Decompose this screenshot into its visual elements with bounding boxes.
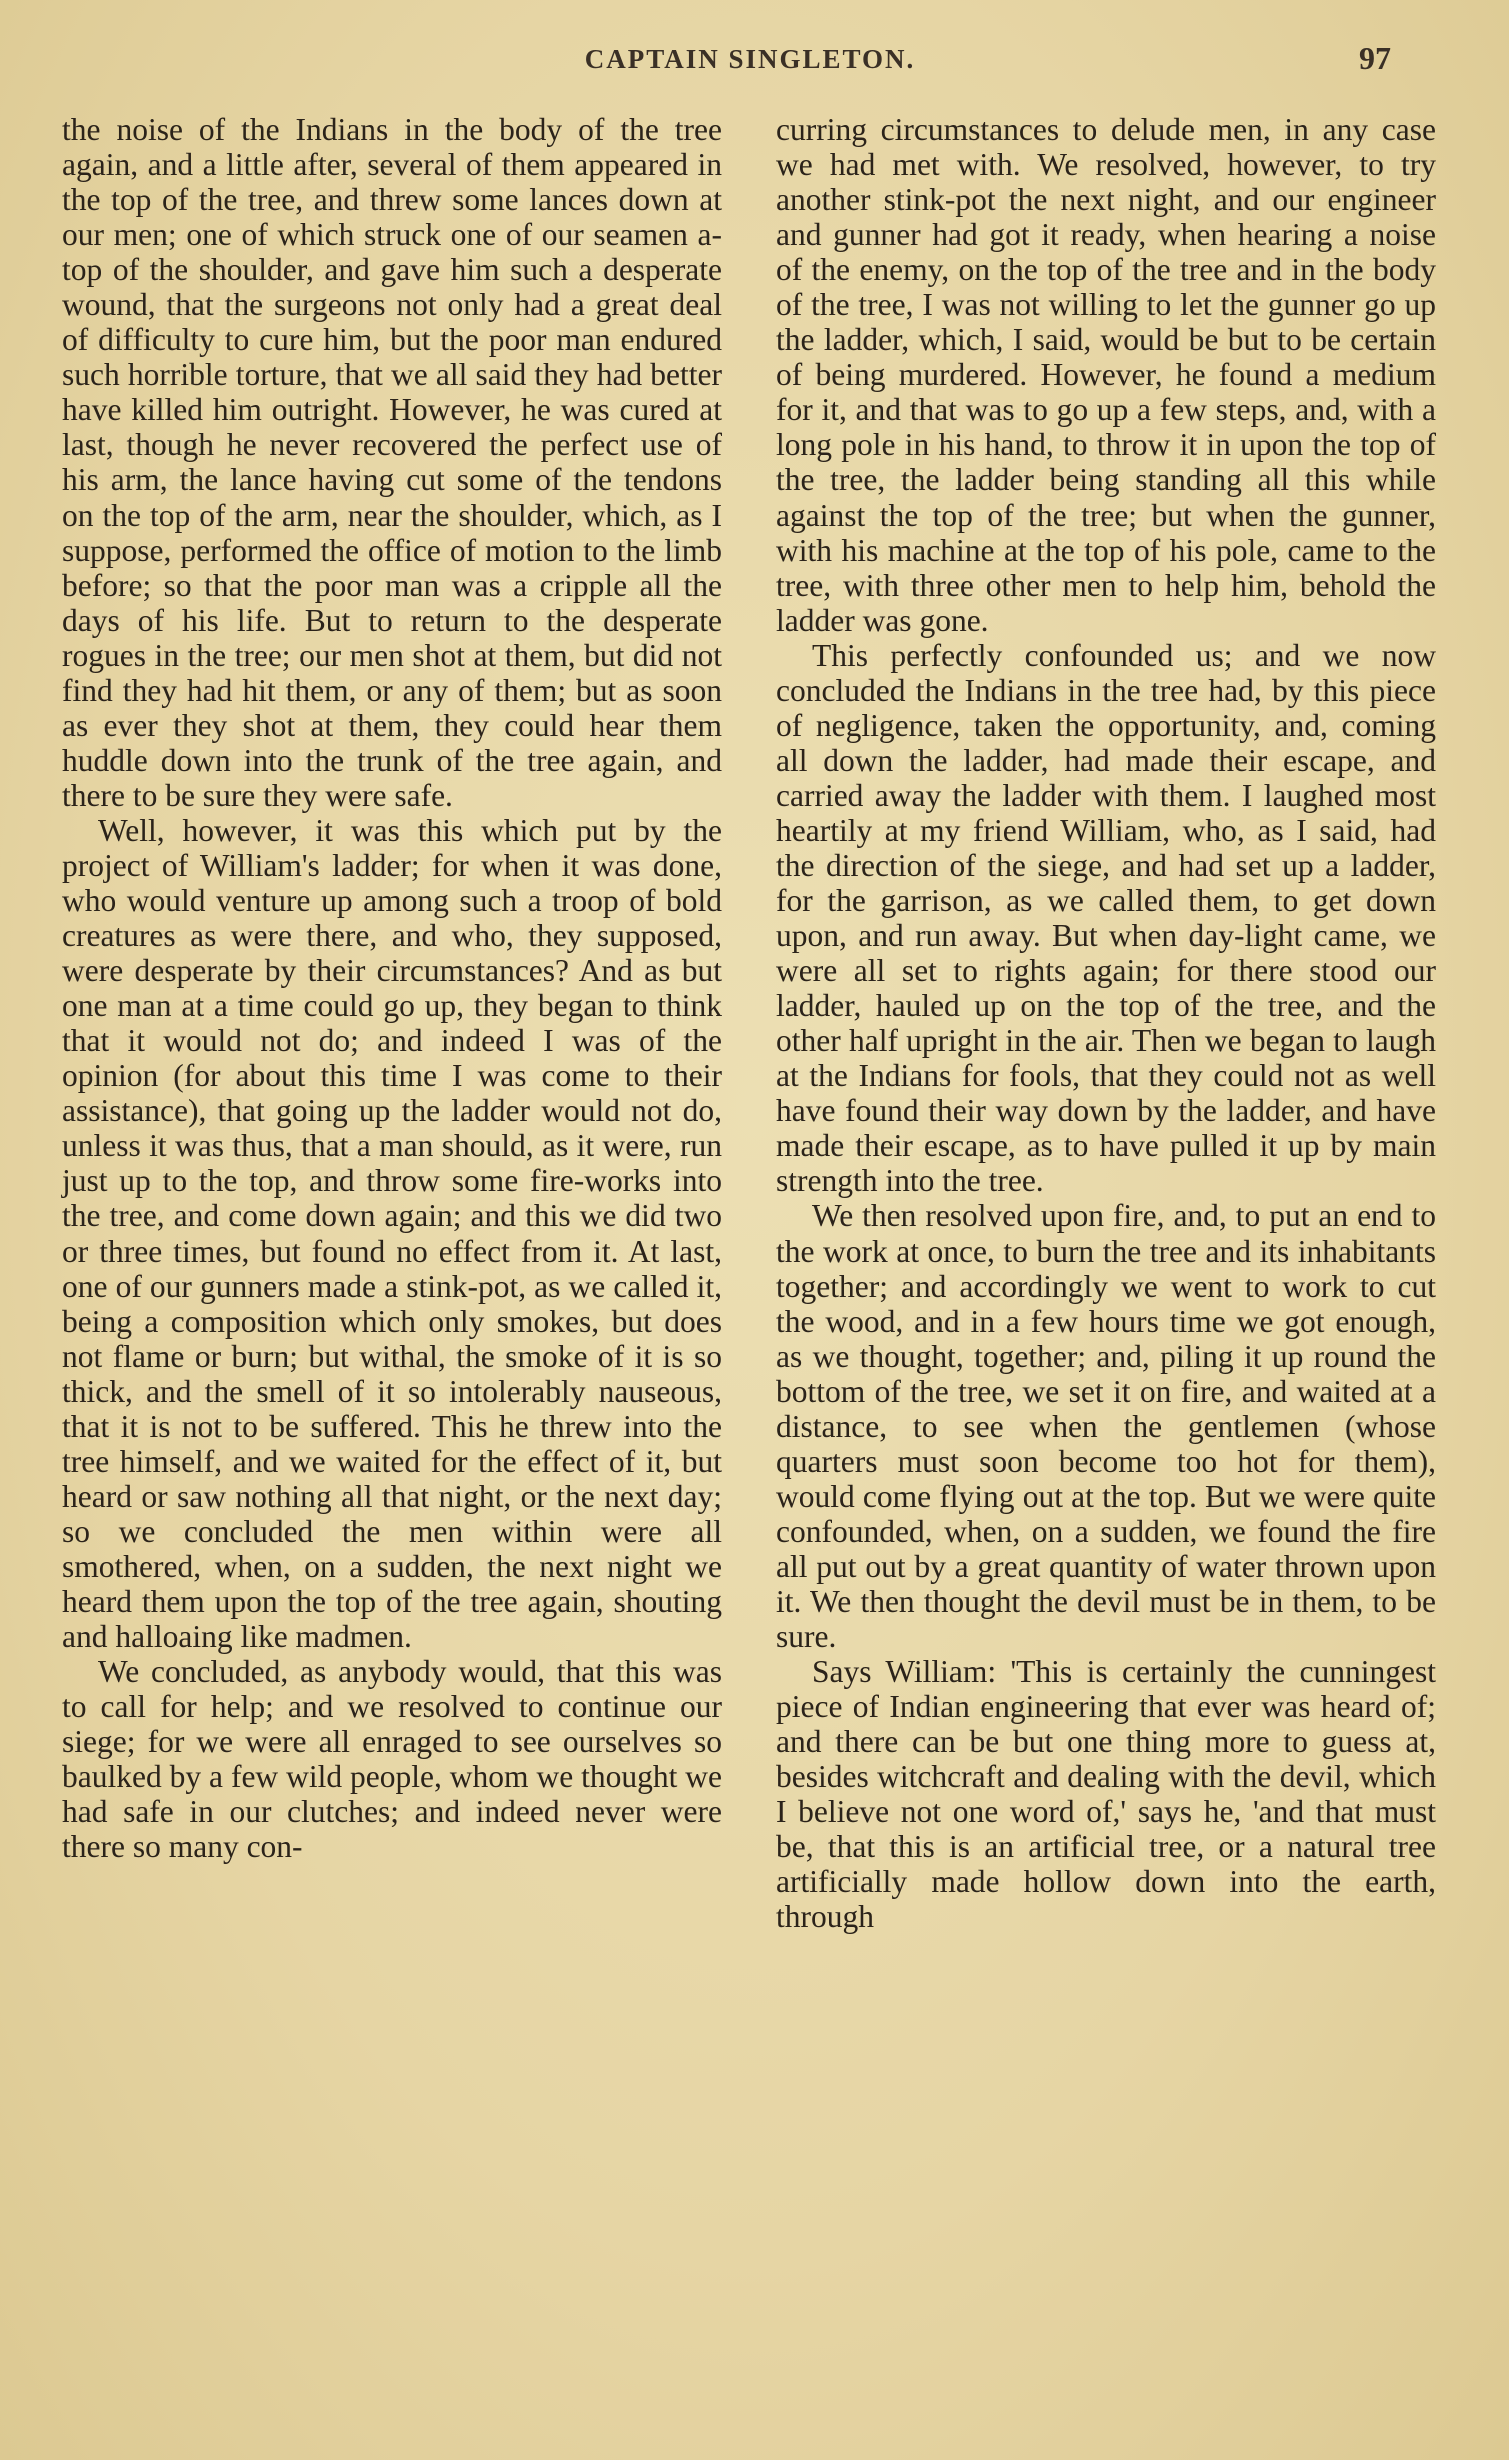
- paragraph: We concluded, as anybody would, that this was to call for help; and we resolved to continue our siege; for we were all enraged to see ourselves so baulked by a few wild people, whom we thought we had safe in our clutches; and indeed never were there so many con-: [62, 1654, 722, 1865]
- paragraph: We then resolved upon fire, and, to put an end to the work at once, to burn the tree and its inhabitants together; and accordingly we went to work to cut the wood, and in a few hours time we got enough, as we thought, together; and, piling it up round the bottom of the tree, we set it on fire, and waited at a distance, to see when the gentlemen (whose quarters must soon become too hot for them), would come flying out at the top. But we were quite confounded, when, on a sudden, we found the fire all put out by a great quantity of water thrown upon it. We then thought the devil must be in them, to be sure.: [776, 1198, 1436, 1655]
- running-head-title: CAPTAIN SINGLETON.: [584, 44, 916, 74]
- paragraph: curring circumstances to delude men, in any case we had met with. We resolved, however, to try another stink-pot the next night, and our engineer and gunner had got it ready, when hearing a noise of the enemy, on the top of the tree and in the body of the tree, I was not willing to let the gunner go up the ladder, which, I said, would be but to be certain of being murdered. However, he found a medium for it, and that was to go up a few steps, and, with a long pole in his hand, to throw it in upon the top of the tree, the ladder being standing all this while against the top of the tree; but when the gunner, with his machine at the top of his pole, came to the tree, with three other men to help him, behold the ladder was gone.: [776, 112, 1436, 638]
- left-column: [62, 112, 722, 1864]
- paragraph: Says William: 'This is certainly the cunningest piece of Indian engineering that ever was heard of; and there can be but one thing more to guess at, besides witchcraft and dealing with the devil, which I believe not one word of,' says he, 'and that must be, that this is an artificial tree, or a natural tree artificially made hollow down into the earth, through: [776, 1654, 1436, 1935]
- right-column: [776, 112, 1436, 1934]
- paragraph: Well, however, it was this which put by the project of William's ladder; for when it was done, who would venture up among such a troop of bold creatures as were there, and who, they supposed, were desperate by their circumstances? And as but one man at a time could go up, they began to think that it would not do; and indeed I was of the opinion (for about this time I was come to their assistance), that going up the ladder would not do, unless it was thus, that a man should, as it were, run just up to the top, and throw some fire-works into the tree, and come down again; and this we did two or three times, but found no effect from it. At last, one of our gunners made a stink-pot, as we called it, being a composition which only smokes, but does not flame or burn; but withal, the smoke of it is so thick, and the smell of it so intolerably nauseous, that it is not to be suffered. This he threw into the tree himself, and we waited for the effect of it, but heard or saw nothing all that night, or the next day; so we concluded the men within were all smothered, when, on a sudden, the next night we heard them upon the top of the tree again, shouting and halloaing like madmen.: [62, 812, 722, 1655]
- paragraph: the noise of the Indians in the body of the tree again, and a little after, several of them appeared in the top of the tree, and threw some lances down at our men; one of which struck one of our seamen a-top of the shoulder, and gave him such a desperate wound, that the surgeons not only had a great deal of difficulty to cure him, but the poor man endured such horrible torture, that we all said they had better have killed him outright. However, he was cured at last, though he never recovered the perfect use of his arm, the lance having cut some of the tendons on the top of the arm, near the shoulder, which, as I suppose, performed the office of motion to the limb before; so that the poor man was a cripple all the days of his life. But to return to the desperate rogues in the tree; our men shot at them, but did not find they had hit them, or any of them; but as soon as ever they shot at them, they could hear them huddle down into the trunk of the tree again, and there to be sure they were safe.: [62, 112, 722, 813]
- paragraph: This perfectly confounded us; and we now concluded the Indians in the tree had, by this piece of negligence, taken the opportunity, and, coming all down the ladder, had made their escape, and carried away the ladder with them. I laughed most heartily at my friend William, who, as I said, had the direction of the siege, and had set up a ladder, for the garrison, as we called them, to get down upon, and run away. But when day-light came, we were all set to rights again; for there stood our ladder, hauled up on the top of the tree, and the other half upright in the air. Then we began to laugh at the Indians for fools, that they could not as well have found their way down by the ladder, and have made their escape, as to have pulled it up by main strength into the tree.: [776, 637, 1436, 1199]
- page-number: 97: [1359, 40, 1391, 76]
